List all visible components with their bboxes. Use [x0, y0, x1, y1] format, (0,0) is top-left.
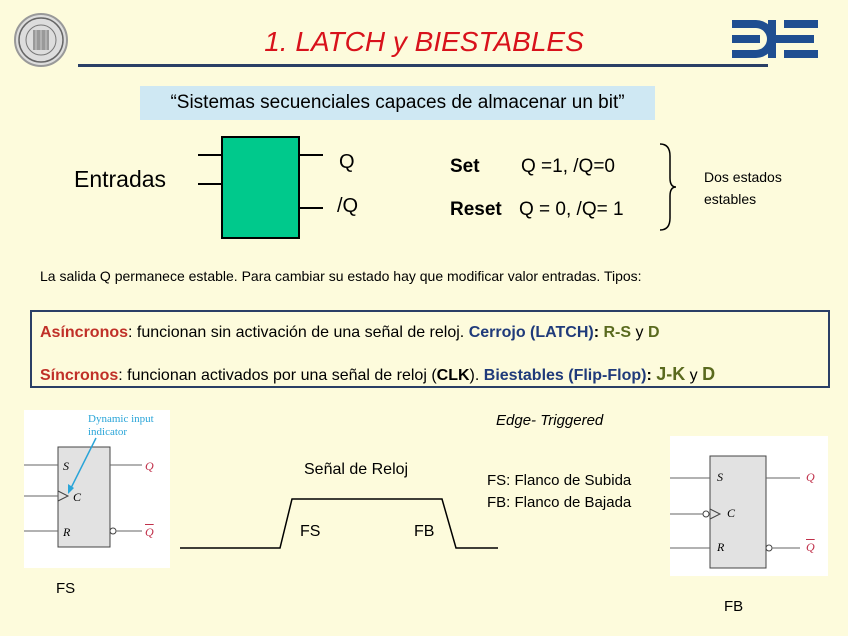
set-equation: Q =1, /Q=0 [521, 156, 615, 177]
async-label: Asíncronos [40, 324, 129, 341]
rising-edge-mark: FS [300, 523, 321, 540]
sync-y: y [685, 367, 703, 384]
clock-signal-label: Señal de Reloj [304, 461, 409, 478]
ff-left-caption: FS [56, 580, 76, 597]
fs-definition: FS: Flanco de Subida [487, 472, 632, 489]
async-rs: R-S [603, 324, 632, 341]
reset-equation: Q = 0, /Q= 1 [519, 199, 624, 220]
description-text: La salida Q permanece estable. Para cambiar su estado hay que modificar valor entradas. Tipos: [40, 268, 642, 284]
falling-edge-mark: FB [414, 523, 435, 540]
ff-falling-edge-symbol [670, 436, 828, 576]
ff-left-nq: $\overline{Q}$ [145, 525, 154, 539]
sync-d: D [702, 364, 716, 384]
sync-text-1: : funcionan activados por una señal de reloj ( [118, 367, 437, 384]
stable-states-note [704, 166, 794, 210]
sync-text-2: ). [469, 367, 484, 384]
ff-right-r: R [717, 540, 725, 554]
set-label: Set [450, 156, 480, 177]
sync-colon: : [646, 367, 657, 384]
async-colon: : [593, 324, 604, 341]
edge-triggered-title: Edge- Triggered [496, 412, 604, 429]
title-underline [78, 64, 768, 67]
sync-line [40, 364, 715, 385]
latch-block-diagram [190, 130, 340, 245]
edge-definitions [487, 470, 631, 514]
ff-left-r: R [63, 525, 71, 539]
inputs-label: Entradas [74, 166, 167, 192]
ff-left-q: Q [145, 459, 154, 473]
ff-left-c: C [73, 490, 82, 504]
async-y: y [631, 324, 648, 341]
sync-label: Síncronos [40, 367, 119, 384]
ff-right-s: S [717, 470, 723, 484]
ff-right-q: Q [806, 470, 815, 484]
ff-right-c: C [727, 506, 736, 520]
ff-right-caption: FB [724, 598, 744, 615]
async-latch: Cerrojo (LATCH) [468, 324, 594, 341]
subtitle-banner: “Sistemas secuenciales capaces de almacenar un bit” [140, 86, 655, 120]
dynamic-line-2: indicator [88, 426, 128, 438]
async-d: D [647, 324, 660, 341]
curly-brace [656, 142, 680, 232]
clock-waveform [180, 490, 500, 554]
async-text: : funcionan sin activación de una señal de reloj. [128, 324, 469, 341]
die-logo [732, 18, 818, 65]
dynamic-line-1: Dynamic input [88, 413, 154, 425]
sync-biestables: Biestables (Flip-Flop) [483, 367, 647, 384]
page-title: 1. LATCH y BIESTABLES [264, 26, 584, 57]
sync-clk: CLK [436, 367, 470, 384]
stable-line-2: estables [704, 191, 757, 207]
output-q-label: Q [339, 151, 355, 173]
sync-jk: J-K [656, 364, 686, 384]
output-nq-label: /Q [337, 195, 359, 217]
async-line [40, 324, 660, 342]
ff-right-nq: $\overline{Q}$ [806, 540, 815, 554]
reset-label: Reset [450, 199, 502, 220]
stable-line-1: Dos estados [704, 169, 782, 185]
fb-definition: FB: Flanco de Bajada [487, 494, 632, 511]
dynamic-indicator-note [88, 413, 154, 439]
ff-left-s: S [63, 459, 69, 473]
